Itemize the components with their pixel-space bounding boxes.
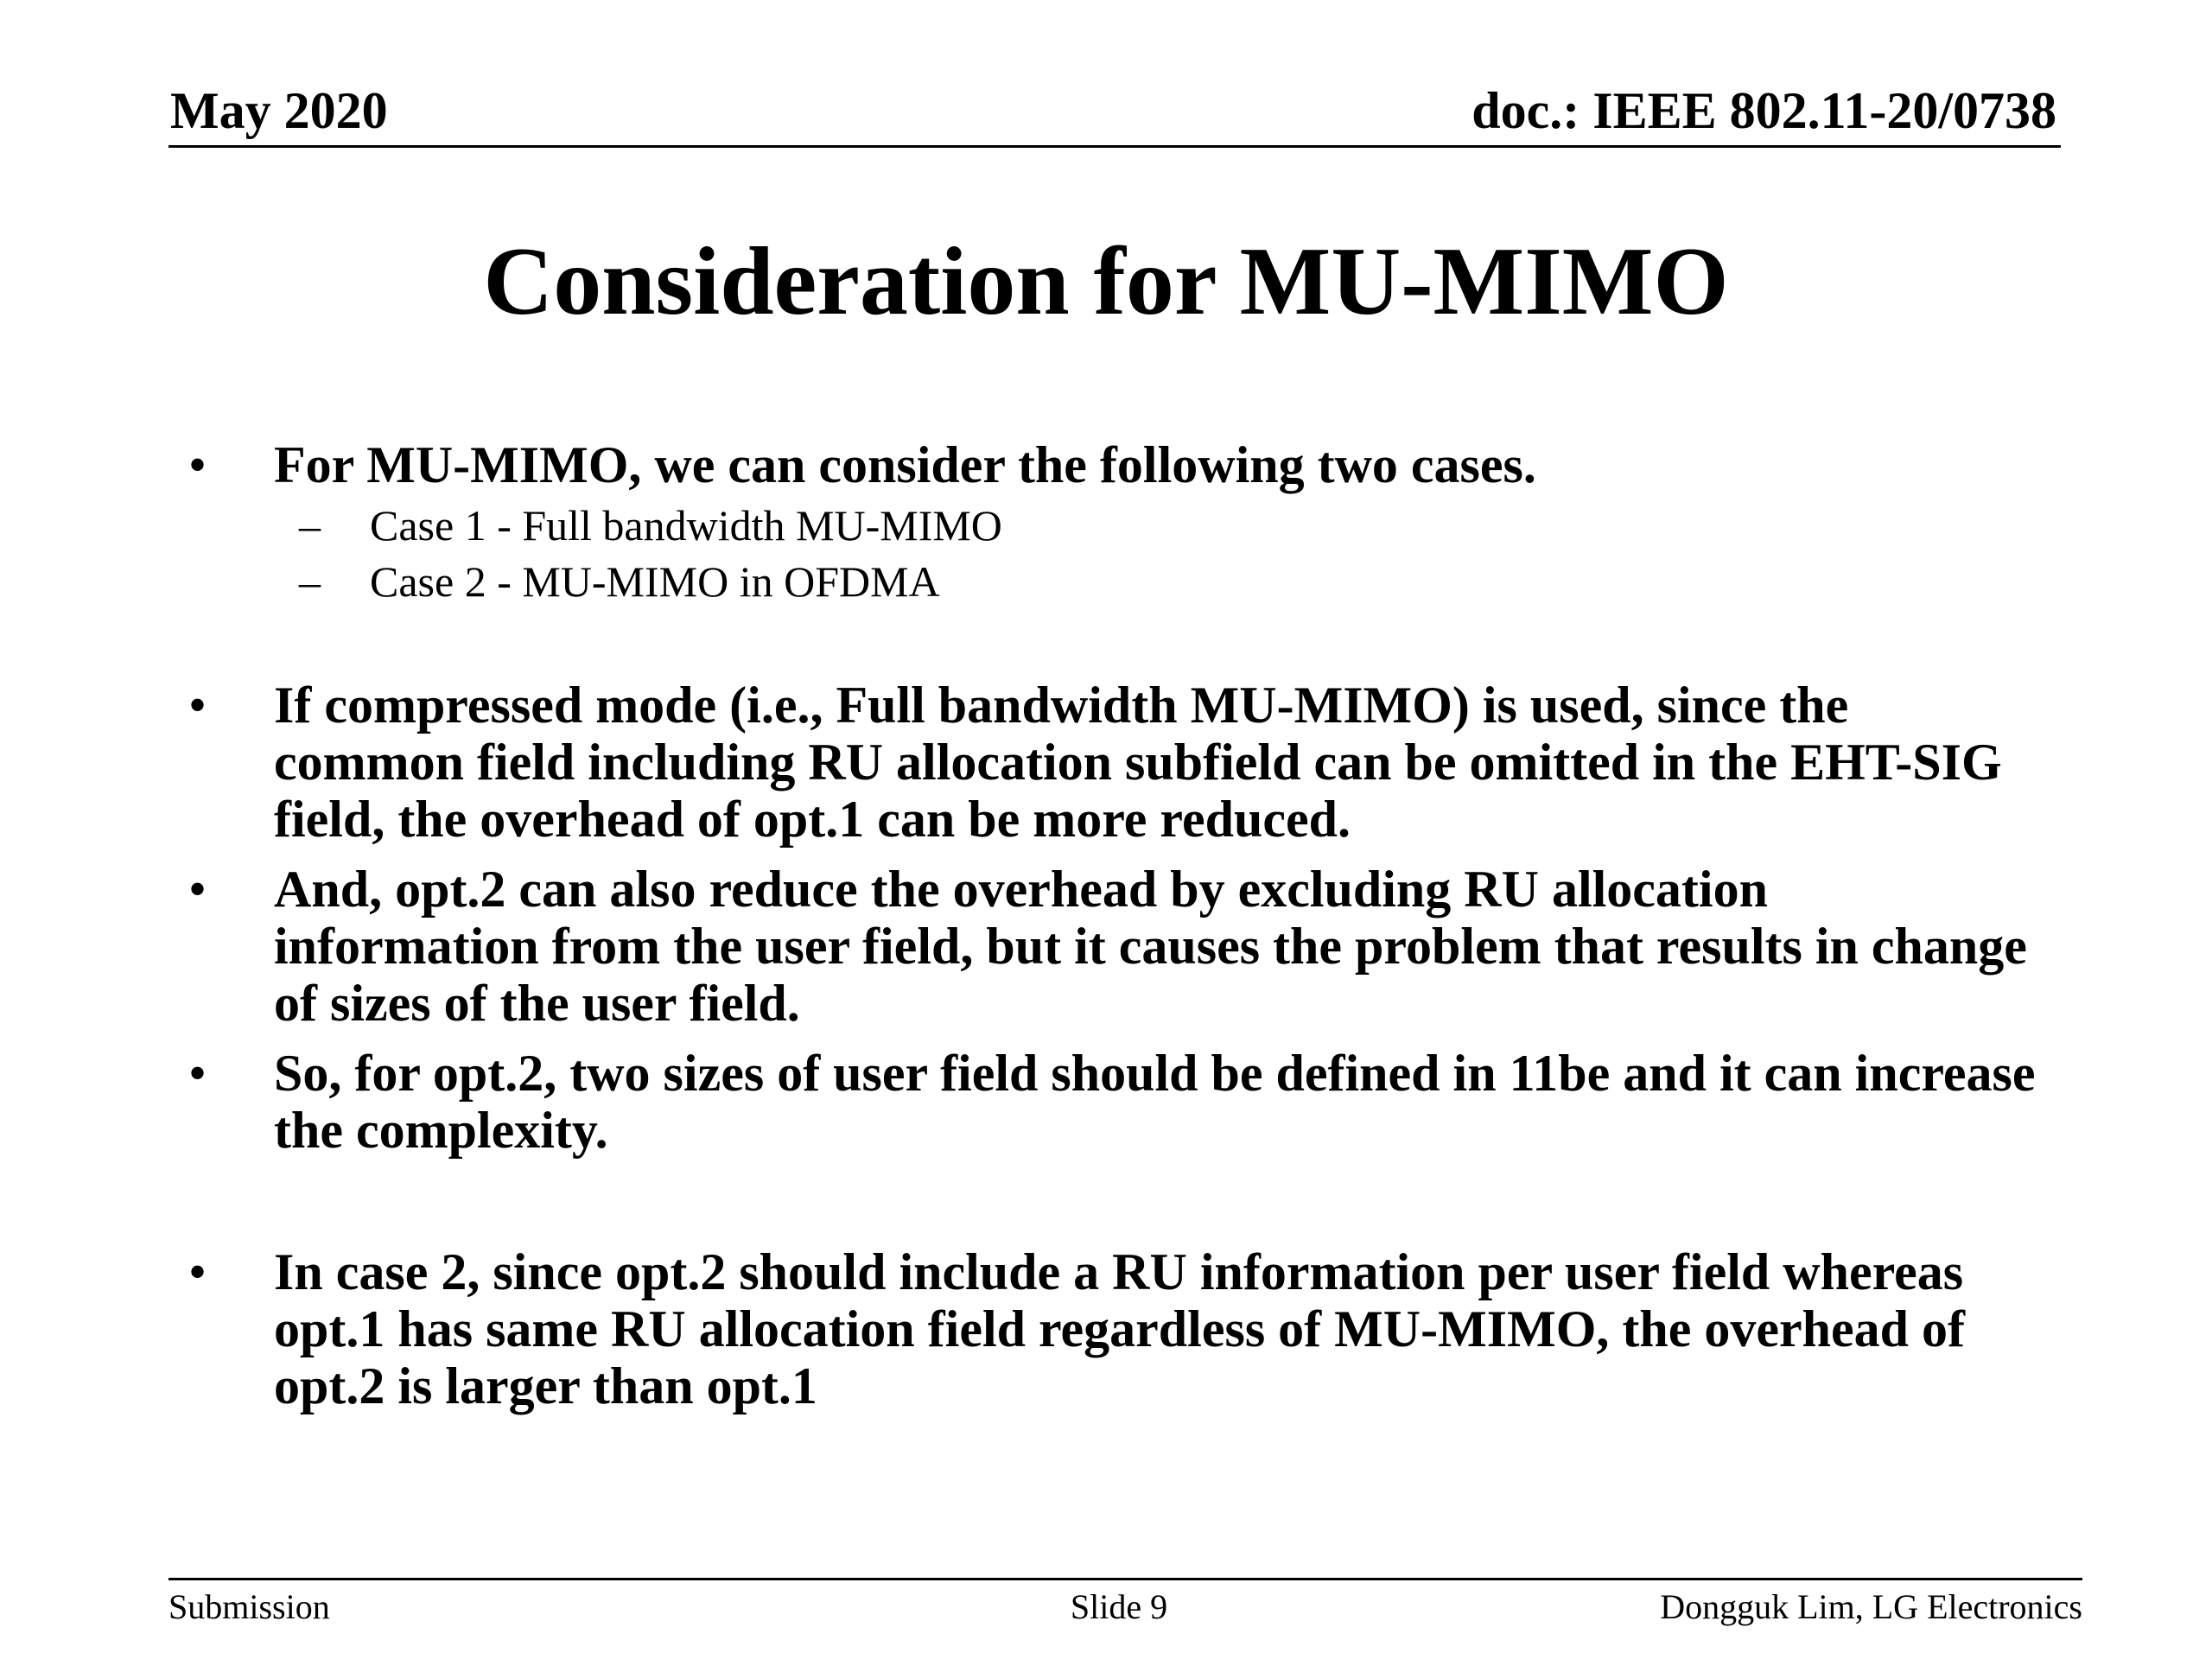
footer-author: Dongguk Lim, LG Electronics	[1660, 1587, 2082, 1626]
sub-bullet-marker: –	[299, 557, 321, 606]
footer-submission: Submission	[168, 1587, 330, 1626]
header-doc-id: doc.: IEEE 802.11-20/0738	[1471, 82, 2056, 139]
bullet-5: In case 2, since opt.2 should include a RU information per user field whereas opt.1 has same RU allocation field regardless of MU-MIMO, the overhead of opt.2 is larger than opt.1	[274, 1243, 1965, 1414]
sub-item-case-2: Case 2 - MU-MIMO in OFDMA	[370, 557, 940, 606]
sub-item-case-1: Case 1 - Full bandwidth MU-MIMO	[370, 501, 1002, 550]
header-date: May 2020	[170, 82, 388, 139]
bullet-4: So, for opt.2, two sizes of user field should be defined in 11be and it can increase the complexity.	[274, 1045, 2036, 1159]
bullet-marker: •	[188, 861, 207, 918]
bullet-marker: •	[188, 436, 207, 493]
bullet-2: If compressed mode (i.e., Full bandwidth MU-MIMO) is used, since the common field including RU allocation subfield can be omitted in the EHT-SIG field, the overhead of opt.1 can be more reduced.	[274, 677, 2002, 848]
bullet-marker: •	[188, 1243, 207, 1300]
bullet-marker: •	[188, 677, 207, 734]
bullet-3: And, opt.2 can also reduce the overhead by excluding RU allocation information from the user field, but it causes the problem that results in change of sizes of the user field.	[274, 861, 2027, 1032]
sub-bullet-marker: –	[299, 501, 321, 550]
footer-divider	[168, 1578, 2082, 1580]
bullet-1: For MU-MIMO, we can consider the following two cases.	[274, 436, 1536, 493]
footer-slide-number: Slide 9	[1070, 1587, 1168, 1626]
slide-title: Consideration for MU-MIMO	[483, 228, 1729, 335]
bullet-marker: •	[188, 1045, 207, 1102]
